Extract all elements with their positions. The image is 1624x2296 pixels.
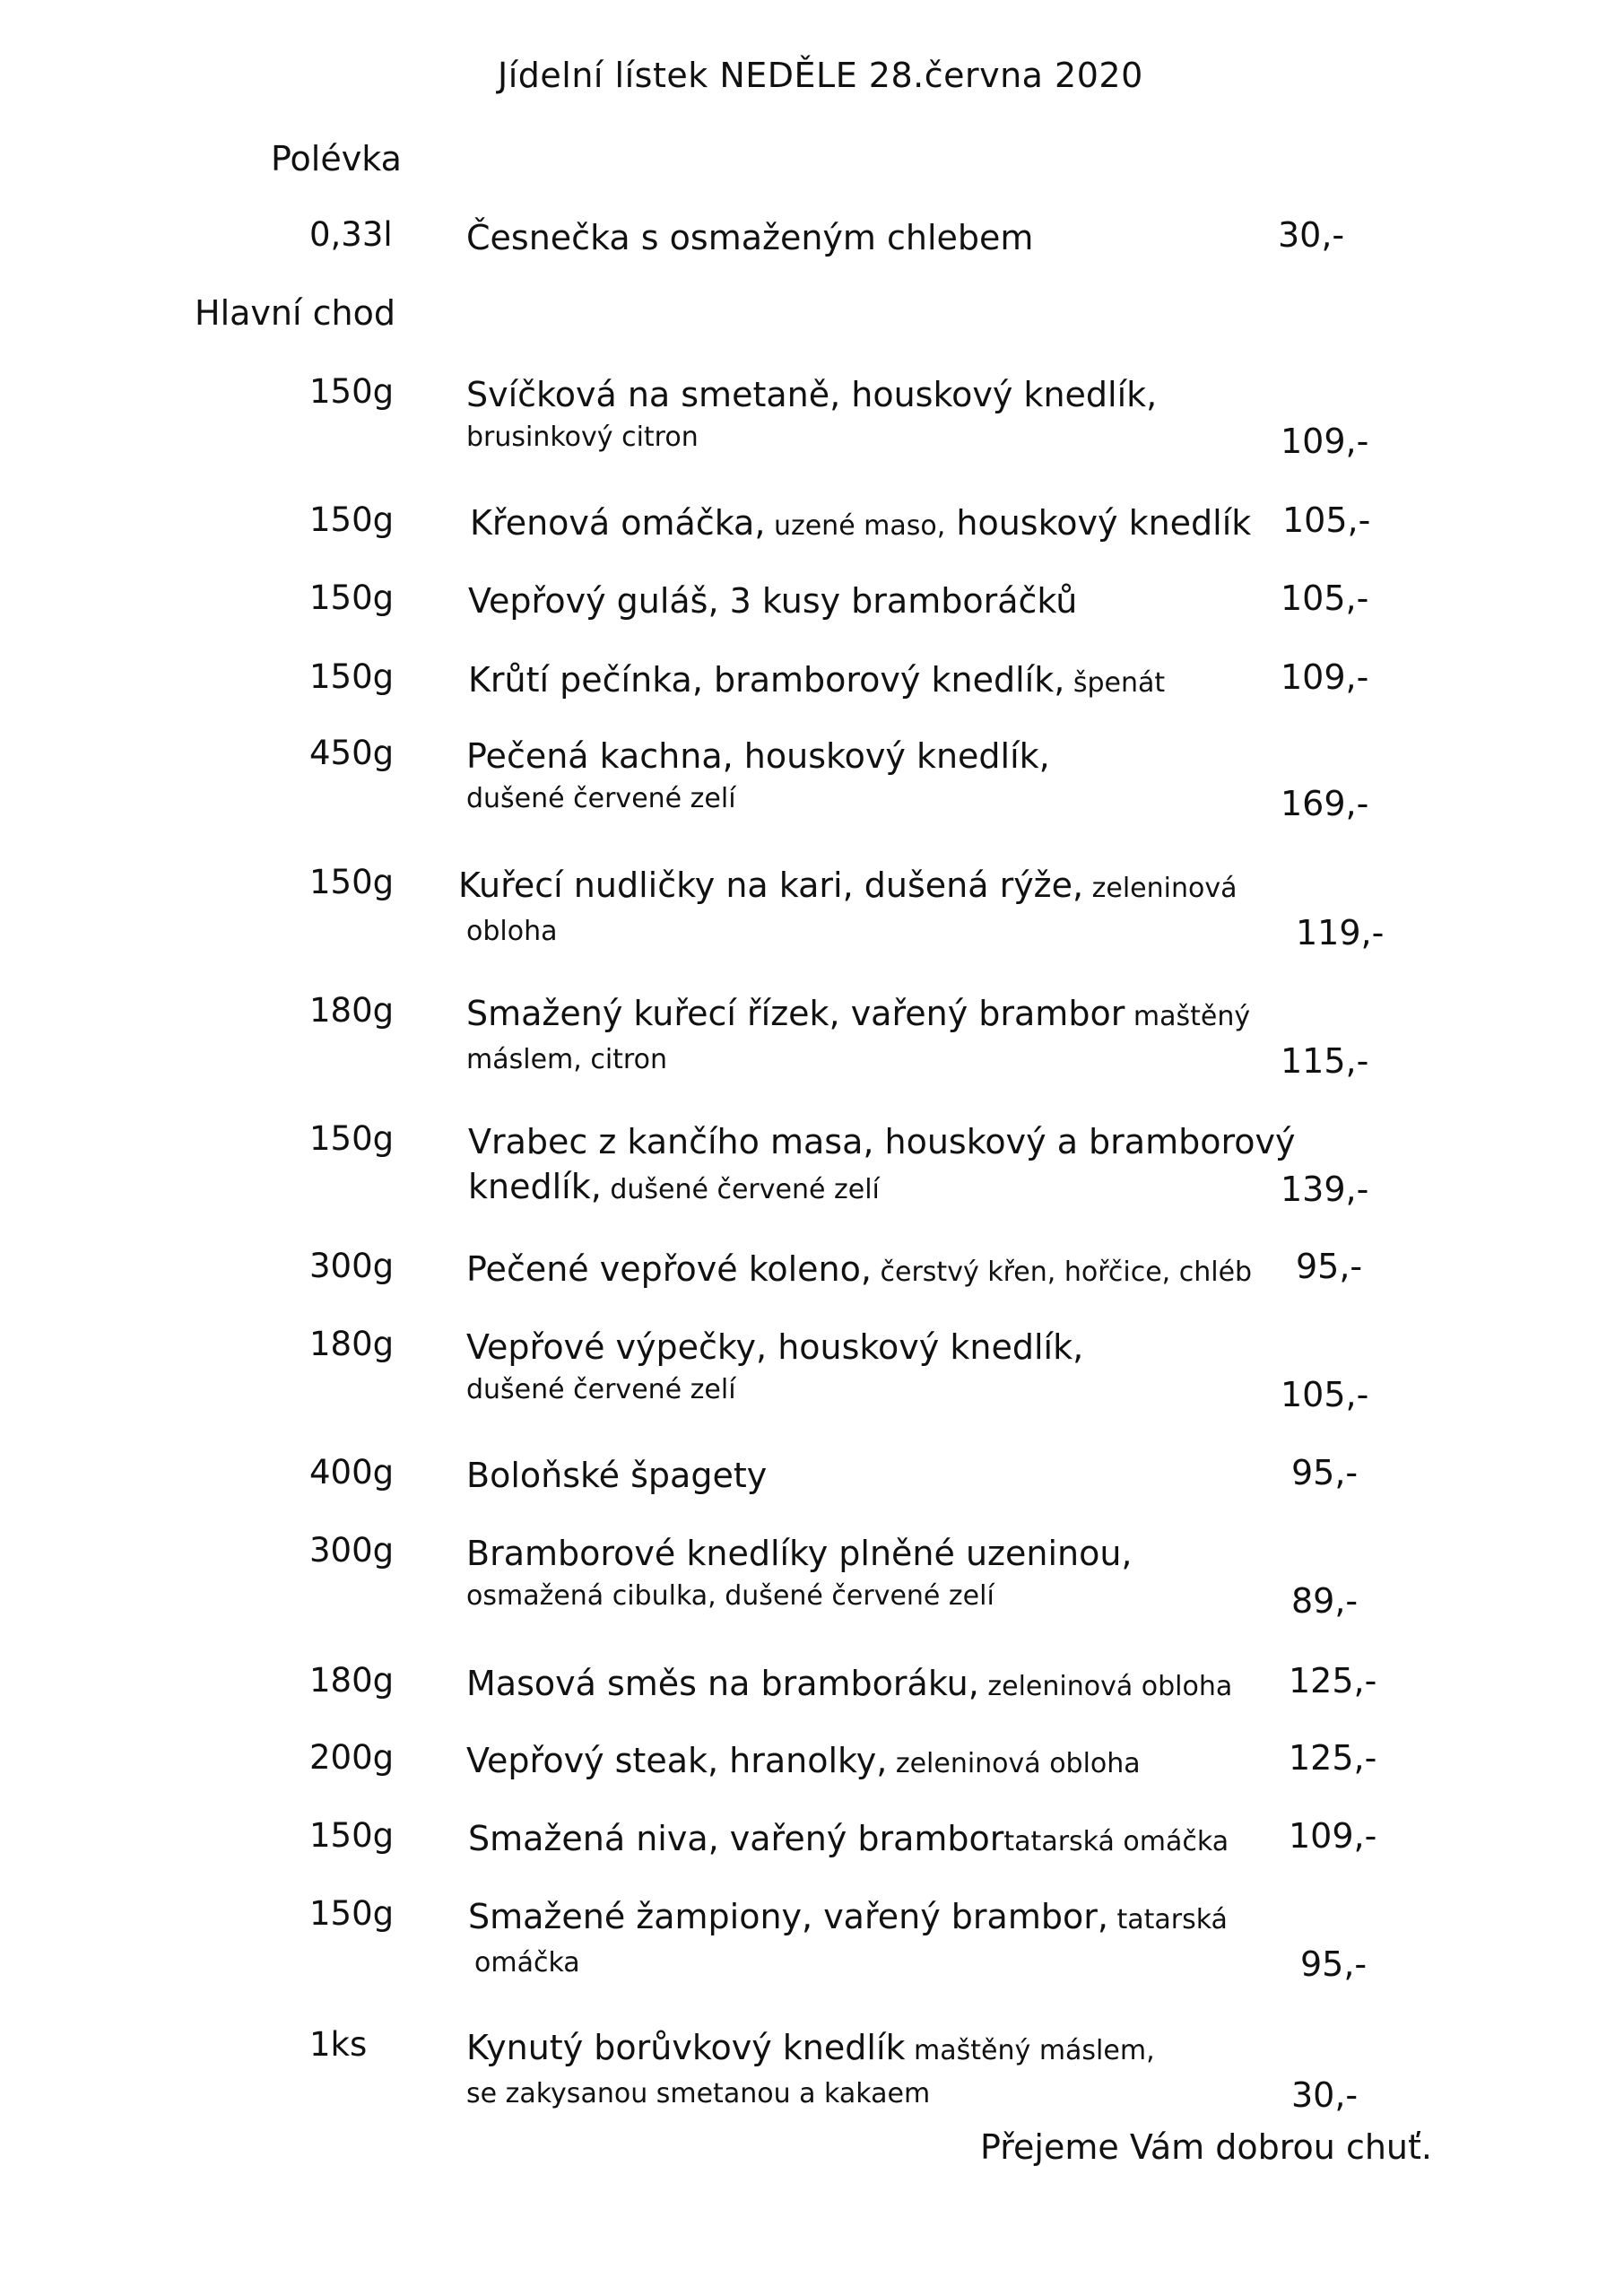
item-extra-text: uzené maso, bbox=[765, 510, 946, 542]
item-qty: 150g bbox=[309, 1894, 395, 1933]
item-price: 105,- bbox=[1282, 500, 1371, 540]
closing-greeting: Přejeme Vám dobrou chuť. bbox=[980, 2127, 1432, 2167]
item-description bbox=[468, 1894, 1228, 1984]
item-price: 125,- bbox=[1289, 1738, 1377, 1778]
item-price: 89,- bbox=[1291, 1581, 1359, 1621]
item-price: 119,- bbox=[1296, 913, 1385, 952]
soup-heading: Polévka bbox=[271, 139, 402, 178]
item-sub-text: brusinkový citron bbox=[466, 422, 699, 453]
item-main-text: Křenová omáčka, bbox=[470, 503, 766, 543]
item-main-text: Boloňské špagety bbox=[466, 1456, 768, 1495]
item-qty: 150g bbox=[309, 500, 395, 539]
item-qty: 400g bbox=[309, 1453, 395, 1492]
item-description bbox=[466, 1661, 1232, 1709]
item-extra-text: maštěný máslem, bbox=[905, 2035, 1155, 2066]
item-extra-text: čerstvý křen, hořčice, chléb bbox=[871, 1257, 1253, 1288]
item-main-text: Vrabec z kančího masa, houskový a bramborový bbox=[468, 1122, 1296, 1161]
item-sub-text: dušené červené zelí bbox=[601, 1174, 880, 1205]
item-main-text: Vepřový steak, hranolky, bbox=[466, 1741, 888, 1780]
item-price: 95,- bbox=[1300, 1944, 1368, 1984]
item-price: 30,- bbox=[1291, 2075, 1359, 2115]
item-main-text: Masová směs na bramboráku, bbox=[466, 1664, 979, 1703]
item-qty: 300g bbox=[309, 1531, 395, 1570]
item-extra-text: maštěný bbox=[1125, 1001, 1251, 1032]
item-extra-text: tatarská omáčka bbox=[1003, 1826, 1229, 1857]
item-qty: 150g bbox=[309, 657, 395, 696]
item-main-rest-text: houskový knedlík bbox=[945, 503, 1252, 543]
item-description bbox=[466, 372, 1157, 458]
item-price: 139,- bbox=[1281, 1170, 1369, 1209]
item-description bbox=[466, 734, 1050, 820]
item-qty: 180g bbox=[309, 1661, 395, 1700]
item-price: 95,- bbox=[1291, 1453, 1359, 1492]
item-description bbox=[466, 991, 1250, 1081]
item-main-text: Vepřové výpečky, houskový knedlík, bbox=[466, 1327, 1084, 1367]
item-qty: 150g bbox=[309, 372, 395, 411]
soup-qty: 0,33l bbox=[309, 215, 393, 254]
item-price: 109,- bbox=[1289, 1816, 1377, 1856]
item-qty: 180g bbox=[309, 1325, 395, 1363]
item-qty: 180g bbox=[309, 991, 395, 1030]
item-qty: 150g bbox=[309, 1816, 395, 1855]
item-sub-text: se zakysanou smetanou a kakaem bbox=[466, 2078, 931, 2109]
item-description bbox=[466, 1738, 1141, 1787]
item-description bbox=[466, 2025, 1155, 2115]
item-main-text: Krůtí pečínka, bramborový knedlík, bbox=[468, 660, 1065, 700]
item-main-text: Kuřecí nudličky na kari, dušená rýže, bbox=[458, 865, 1084, 905]
item-main-text: Pečená kachna, houskový knedlík, bbox=[466, 736, 1050, 776]
item-description bbox=[470, 500, 1251, 549]
item-price: 125,- bbox=[1289, 1661, 1377, 1700]
item-sub-text: osmažená cibulka, dušené červené zelí bbox=[466, 1580, 994, 1612]
item-main-text: Kynutý borůvkový knedlík bbox=[466, 2028, 906, 2067]
item-sub-text: obloha bbox=[466, 916, 558, 947]
item-description bbox=[466, 1325, 1083, 1411]
item-main-text: Smažené žampiony, vařený brambor, bbox=[468, 1897, 1108, 1936]
item-qty: 300g bbox=[309, 1247, 395, 1285]
item-price: 115,- bbox=[1281, 1041, 1369, 1081]
item-main-text: Pečené vepřové koleno, bbox=[466, 1249, 872, 1289]
soup-name: Česnečka s osmaženým chlebem bbox=[466, 218, 1034, 257]
item-qty: 150g bbox=[309, 863, 395, 901]
item-sub-text: máslem, citron bbox=[466, 1044, 667, 1075]
item-main-text: Smažená niva, vařený brambor bbox=[468, 1819, 1004, 1858]
item-qty: 450g bbox=[309, 734, 395, 772]
item-sub-text: dušené červené zelí bbox=[466, 783, 736, 814]
item-extra-text: špenát bbox=[1064, 667, 1166, 699]
item-description bbox=[466, 1531, 1133, 1617]
item-main-text: Svíčková na smetaně, houskový knedlík, bbox=[466, 375, 1158, 414]
item-main-text: Bramborové knedlíky plněné uzeninou, bbox=[466, 1534, 1133, 1573]
item-price: 169,- bbox=[1281, 784, 1369, 823]
item-price: 109,- bbox=[1281, 422, 1369, 461]
item-description bbox=[466, 1453, 767, 1498]
soup-price: 30,- bbox=[1278, 215, 1345, 255]
item-main-text: Vepřový guláš, 3 kusy bramboráčků bbox=[468, 581, 1078, 621]
item-description bbox=[468, 578, 1077, 623]
item-price: 109,- bbox=[1281, 657, 1369, 697]
item-sub-text: dušené červené zelí bbox=[466, 1374, 736, 1405]
item-extra-text: zeleninová obloha bbox=[887, 1748, 1141, 1779]
item-description bbox=[468, 1816, 1229, 1865]
item-qty: 1ks bbox=[309, 2025, 368, 2064]
item-price: 105,- bbox=[1281, 578, 1369, 618]
item-description bbox=[468, 1119, 1295, 1213]
item-price: 95,- bbox=[1296, 1247, 1363, 1286]
main-course-heading: Hlavní chod bbox=[195, 293, 395, 333]
menu-title: Jídelní lístek NEDĚLE 28.června 2020 bbox=[498, 56, 1143, 95]
item-extra-text: tatarská bbox=[1107, 1904, 1228, 1935]
item-description bbox=[466, 1247, 1252, 1295]
item-qty: 150g bbox=[309, 578, 395, 617]
item-qty: 200g bbox=[309, 1738, 395, 1777]
item-qty: 150g bbox=[309, 1119, 395, 1158]
item-description bbox=[458, 863, 1237, 952]
item-main-text: Smažený kuřecí řízek, vařený brambor bbox=[466, 994, 1125, 1033]
item-description bbox=[468, 657, 1165, 706]
item-extra-text: zeleninová bbox=[1083, 873, 1238, 904]
item-price: 105,- bbox=[1281, 1375, 1369, 1414]
item-sub-main-text: knedlík, bbox=[468, 1167, 602, 1206]
item-sub-text: omáčka bbox=[474, 1947, 580, 1979]
item-extra-text: zeleninová obloha bbox=[978, 1671, 1233, 1702]
